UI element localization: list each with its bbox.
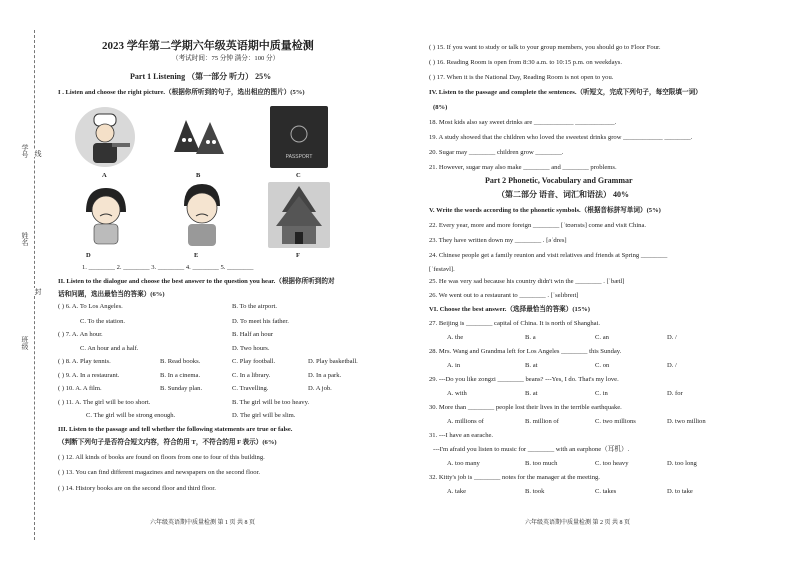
picture-label-d: D xyxy=(86,252,91,259)
picture-label-c: C xyxy=(296,172,301,179)
q16: ( ) 16. Reading Room is open from 8:30 a.m. to 10:15 p.m. on weekdays. xyxy=(429,59,623,66)
section-5-heading: V. Write the words according to the phonetic symbols.（根据音标拼写单词）(5%) xyxy=(429,207,661,214)
q8-option-c: C. Play football. xyxy=(232,358,276,365)
q27-option-b: B. a xyxy=(525,334,536,341)
q25: 25. He was very sad because his country didn't win the ________ . [ˈbætl] xyxy=(429,278,625,285)
part2-heading: Part 2 Phonetic, Vocabulary and Grammar xyxy=(485,176,633,185)
exam-info: （考试时间：75 分钟 满分：100 分） xyxy=(172,55,280,62)
q24: 24. Chinese people get a family reunion and visit relatives and friends at Spring ________ xyxy=(429,252,668,259)
q11-option-a: ( ) 11. A. The girl will be too short. xyxy=(58,399,151,406)
passport-text: PASSPORT xyxy=(285,154,313,160)
section-1-heading: I . Listen and choose the right picture.（根据你所听到的句子，选出相应的图片）(5%) xyxy=(58,89,305,96)
picture-f-temple xyxy=(268,182,330,248)
q31-option-a: A. too many xyxy=(447,460,480,467)
q18: 18. Most kids also say sweet drinks are ____________ ____________. xyxy=(429,119,617,126)
picture-label-a: A xyxy=(102,172,107,179)
q29-option-d: D. for xyxy=(667,390,683,397)
q31-option-b: B. too much xyxy=(525,460,558,467)
q11-option-b: B. The girl will be too heavy. xyxy=(232,399,310,406)
section-2-heading: II. Listen to the dialogue and choose the best answer to the question you hear.（根据你所听到的对 xyxy=(58,278,335,285)
seal-mark-2: 封 xyxy=(34,288,42,295)
q30-option-c: C. two millions xyxy=(595,418,636,425)
q10-option-a: ( ) 10. A. A film. xyxy=(58,385,102,392)
q9-option-b: B. In a cinema. xyxy=(160,372,201,379)
q23: 23. They have written down my ________ . [əˈdres] xyxy=(429,237,567,244)
q30: 30. More than ________ people lost their lives in the terrible earthquake. xyxy=(429,404,622,411)
q9-option-a: ( ) 9. A. In a restaurant. xyxy=(58,372,120,379)
q15: ( ) 15. If you want to study or talk to your group members, you should go to Floor Four. xyxy=(429,44,661,51)
q29-option-a: A. with xyxy=(447,390,467,397)
section-3-heading: III. Listen to the passage and tell whether the following statements are true or false. xyxy=(58,426,293,433)
section-4-heading: IV. Listen to the passage and complete the sentences.（听短文，完成下列句子，每空限填一词） xyxy=(429,89,702,96)
q32-option-b: B. took xyxy=(525,488,545,495)
seal-mark-1: 线 xyxy=(34,150,42,157)
q22: 22. Every year, more and more foreign ________ [ˈtʊərɪsts] come and visit China. xyxy=(429,222,647,229)
q27-option-d: D. / xyxy=(667,334,677,341)
q28-option-c: C. on xyxy=(595,362,610,369)
q31: 31. ---I have an earache. xyxy=(429,432,494,439)
q8-option-a: ( ) 8. A. Play tennis. xyxy=(58,358,111,365)
q31-option-d: D. too long xyxy=(667,460,697,467)
q28: 28. Mrs. Wang and Grandma left for Los Angeles ________ this Sunday. xyxy=(429,348,622,355)
listening-answer-blanks: 1. ________ 2. ________ 3. ________ 4. ________ 5. ________ xyxy=(82,264,254,271)
q32-option-a: A. take xyxy=(447,488,467,495)
picture-d-stomachache xyxy=(78,182,134,248)
q30-option-b: B. million of xyxy=(525,418,559,425)
picture-label-e: E xyxy=(194,252,199,259)
q29-option-b: B. at xyxy=(525,390,538,397)
q31-option-c: C. too heavy xyxy=(595,460,629,467)
q10-option-b: B. Sunday plan. xyxy=(160,385,203,392)
q11-option-d: D. The girl will be slim. xyxy=(232,412,296,419)
q32: 32. Kitty's job is ________ notes for the manager at the meeting. xyxy=(429,474,600,481)
q21: 21. However, sugar may also make ________ and ________ problems. xyxy=(429,164,617,171)
q30-option-a: A. millions of xyxy=(447,418,484,425)
q27-option-a: A. the xyxy=(447,334,464,341)
q28-option-a: A. in xyxy=(447,362,461,369)
q7-option-d: D. Two hours. xyxy=(232,345,270,352)
part1-heading: Part 1 Listening （第一部分 听力） 25% xyxy=(130,72,272,81)
q28-option-b: B. at xyxy=(525,362,538,369)
page-2-footer: 六年级英语期中质量检测 第 2 页 共 8 页 xyxy=(525,520,631,526)
q26: 26. We went out to a restaurant to ________ . [ˈselɪbreɪt] xyxy=(429,292,579,299)
page-1-footer: 六年级英语期中质量检测 第 1 页 共 8 页 xyxy=(150,520,256,526)
q27: 27. Beijing is ________ capital of China. It is north of Shanghai. xyxy=(429,320,601,327)
part2-heading-cont: （第二部分 语音、词汇和语法） 40% xyxy=(497,190,629,199)
q28-option-d: D. / xyxy=(667,362,677,369)
name-label: 姓名 xyxy=(21,232,29,246)
q17: ( ) 17. When it is the National Day, Reading Room is not open to you. xyxy=(429,74,614,81)
section-2-heading-cont: 话和问题，选出最恰当的答案）(6%) xyxy=(58,291,165,298)
q6-option-b: B. To the airport. xyxy=(232,303,278,310)
q9-option-c: C. In a library. xyxy=(232,372,271,379)
q30-option-d: D. two million xyxy=(667,418,706,425)
q31-cont: ---I'm afraid you listen to music for ________ with an earphone（耳机）. xyxy=(433,446,630,453)
q6-option-d: D. To meet his father. xyxy=(232,318,289,325)
section-6-heading: VI. Choose the best answer.（选择最恰当的答案）(15%) xyxy=(429,306,590,313)
section-3-heading-cont: （判断下列句子是否符合短文内容，符合的用 T，不符合的用 F 表示）(6%) xyxy=(58,439,277,446)
q13: ( ) 13. You can find different magazines and newspapers on the second floor. xyxy=(58,469,261,476)
q7-option-c: C. An hour and a half. xyxy=(80,345,139,352)
picture-c-passport xyxy=(270,106,328,168)
exam-title: 2023 学年第二学期六年级英语期中质量检测 xyxy=(102,40,314,52)
student-id-label: 学号 xyxy=(21,144,29,158)
section-4-heading-cont: (8%) xyxy=(433,104,448,111)
class-label: 班级 xyxy=(21,336,29,350)
q7-option-b: B. Half an hour xyxy=(232,331,274,338)
q8-option-d: D. Play basketball. xyxy=(308,358,358,365)
q6-option-a: ( ) 6. A. To Los Angeles. xyxy=(58,303,123,310)
q6-option-c: C. To the station. xyxy=(80,318,126,325)
picture-b-zongzi xyxy=(166,112,232,160)
q11-option-c: C. The girl will be strong enough. xyxy=(86,412,176,419)
q7-option-a: ( ) 7. A. An hour. xyxy=(58,331,103,338)
page-2 xyxy=(397,0,794,562)
picture-e-toothache xyxy=(174,180,230,248)
picture-label-b: B xyxy=(196,172,201,179)
q32-option-c: C. takes xyxy=(595,488,617,495)
picture-a-chef xyxy=(74,106,136,168)
q20: 20. Sugar may ________ children grow ________. xyxy=(429,149,564,156)
q19: 19. A study showed that the children who loved the sweetest drinks grow ____________ ________. xyxy=(429,134,693,141)
q10-option-d: D. A job. xyxy=(308,385,332,392)
picture-label-f: F xyxy=(296,252,300,259)
q9-option-d: D. In a park. xyxy=(308,372,342,379)
q32-option-d: D. to take xyxy=(667,488,693,495)
q27-option-c: C. an xyxy=(595,334,609,341)
q24-cont: [ˈfestəvl]. xyxy=(429,266,455,273)
q12: ( ) 12. All kinds of books are found on floors from one to four of this building. xyxy=(58,454,265,461)
q8-option-b: B. Read books. xyxy=(160,358,201,365)
q29: 29. ---Do you like zongzi ________ beans? ---Yes, I do. That's my love. xyxy=(429,376,619,383)
q10-option-c: C. Travelling. xyxy=(232,385,269,392)
q29-option-c: C. in xyxy=(595,390,608,397)
q14: ( ) 14. History books are on the second floor and third floor. xyxy=(58,485,216,492)
